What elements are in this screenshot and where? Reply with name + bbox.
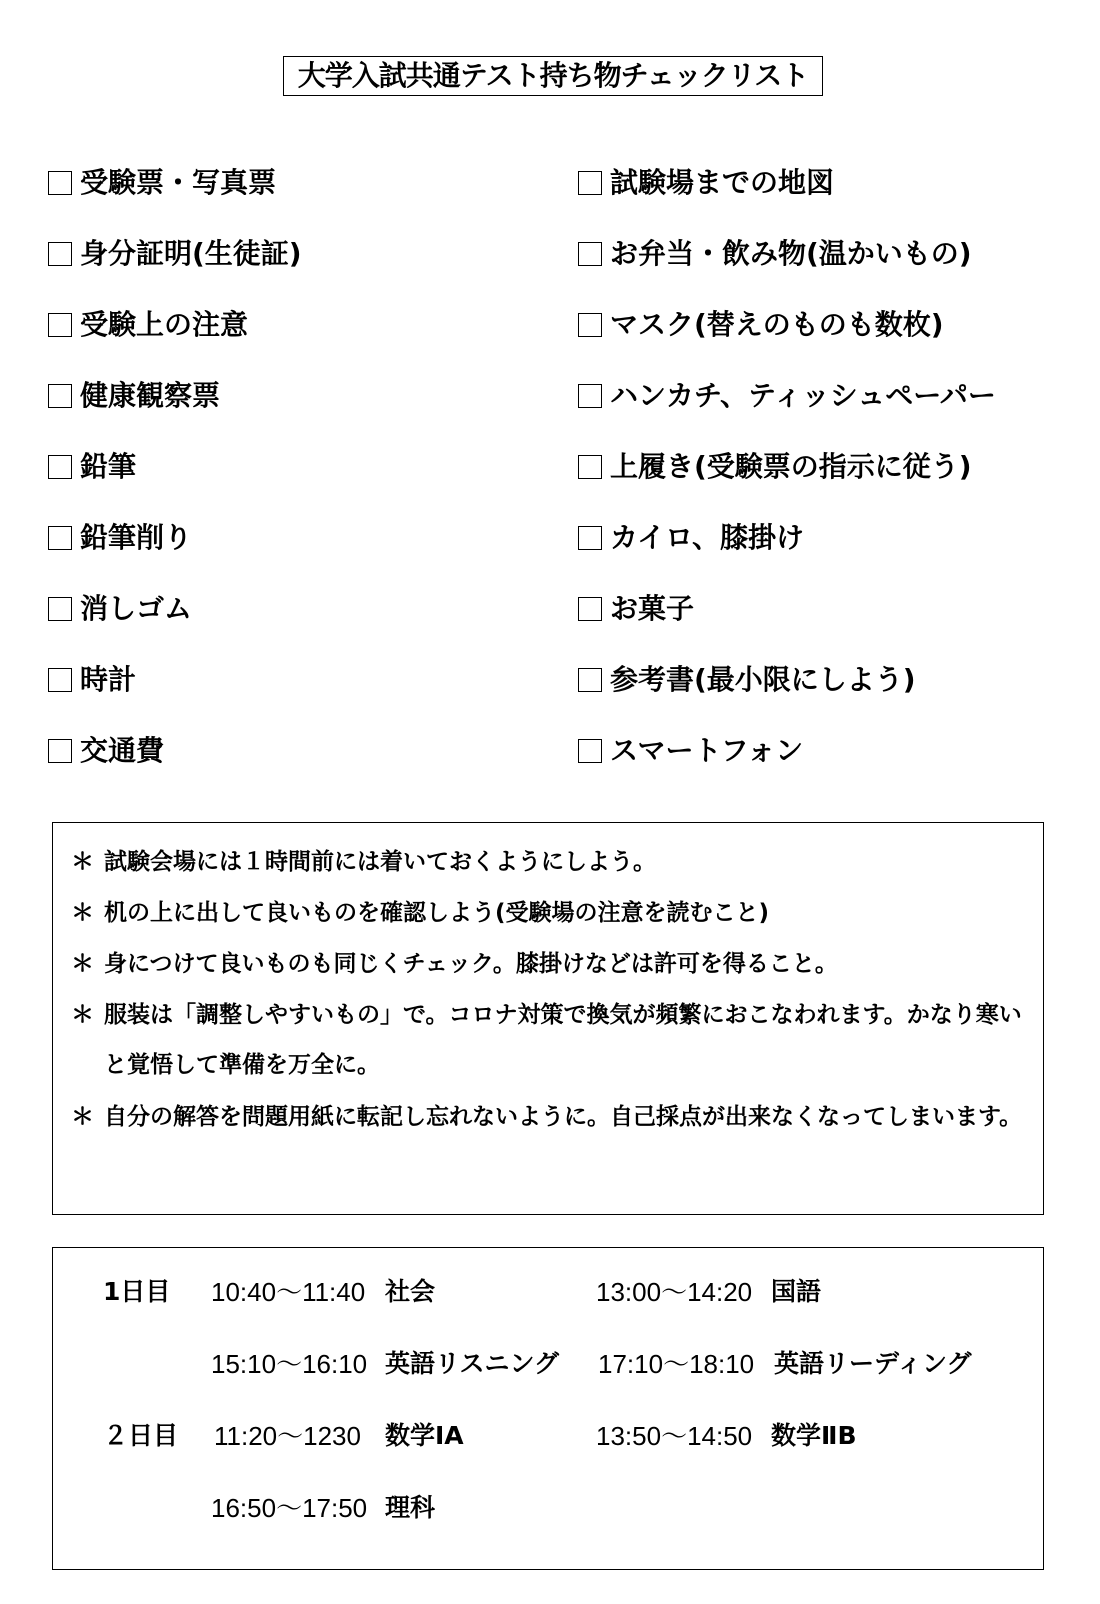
checkbox[interactable] [578, 739, 602, 763]
checklist-item[interactable] [48, 234, 302, 274]
checklist-item[interactable] [48, 305, 248, 345]
checklist-item-label: 消しゴム [80, 592, 193, 625]
checklist-item[interactable] [48, 447, 136, 487]
schedule-subject: 数学ⅡB [771, 1421, 857, 1450]
notes-box [52, 822, 1044, 1215]
checklist-item-label: 上履き(受験票の指示に従う) [610, 450, 972, 483]
asterisk-icon: ＊ [71, 900, 94, 926]
schedule-time: 15:10～16:10 [211, 1349, 368, 1379]
checkbox[interactable] [48, 171, 72, 195]
schedule-subject: 社会 [385, 1277, 436, 1306]
checkbox[interactable] [578, 242, 602, 266]
checklist-item[interactable] [578, 305, 944, 345]
checkbox[interactable] [578, 668, 602, 692]
checklist-item-label: スマートフォン [610, 734, 804, 767]
checklist-item-label: お弁当・飲み物(温かいもの) [610, 237, 972, 270]
checklist-item-label: 試験場までの地図 [610, 166, 835, 199]
checklist-item[interactable] [48, 660, 136, 700]
schedule-subject: 英語リスニング [385, 1349, 560, 1378]
checkbox[interactable] [578, 526, 602, 550]
asterisk-icon: ＊ [71, 849, 94, 875]
checklist-item[interactable] [48, 731, 164, 771]
note-text: 試験会場には１時間前には着いておくようにしよう。 [104, 849, 656, 875]
checklist-item-label: 受験票・写真票 [80, 166, 277, 199]
checklist-item[interactable] [48, 589, 192, 629]
checklist-item-label: 鉛筆削り [80, 521, 193, 554]
schedule-time: 16:50～17:50 [211, 1493, 368, 1523]
checklist-item[interactable] [578, 660, 916, 700]
schedule-day-label: 1日目 [103, 1277, 171, 1306]
checklist-item[interactable] [578, 376, 996, 416]
checklist-item[interactable] [48, 376, 220, 416]
page-title: 大学入試共通テスト持ち物チェックリスト [283, 56, 823, 96]
note-item [71, 990, 1031, 1090]
schedule-subject: 国語 [771, 1277, 822, 1306]
asterisk-icon: ＊ [71, 951, 94, 977]
note-text: 自分の解答を問題用紙に転記し忘れないように。自己採点が出来なくなってしまいます。 [104, 1104, 1023, 1130]
checklist-item-label: 健康観察票 [80, 379, 221, 412]
note-item [71, 1092, 1031, 1142]
checkbox[interactable] [48, 455, 72, 479]
schedule-subject: 数学ⅠA [385, 1421, 464, 1450]
schedule-time: 13:00～14:20 [596, 1277, 753, 1307]
checklist-item-label: マスク(替えのものも数枚) [610, 308, 944, 341]
checklist-item[interactable] [578, 589, 694, 629]
checkbox[interactable] [48, 668, 72, 692]
checkbox[interactable] [48, 384, 72, 408]
note-text: 身につけて良いものも同じくチェック。膝掛けなどは許可を得ること。 [104, 951, 838, 977]
checklist-item-label: お菓子 [610, 592, 695, 625]
schedule-time: 13:50～14:50 [596, 1421, 753, 1451]
asterisk-icon: ＊ [71, 1104, 94, 1130]
checklist-item[interactable] [578, 518, 804, 558]
note-text: 服装は「調整しやすいもの」で。コロナ対策で換気が頻繁におこなわれます。かなり寒いと覚悟して準備を万全に。 [104, 1002, 1022, 1078]
asterisk-icon: ＊ [71, 1002, 94, 1028]
checkbox[interactable] [48, 242, 72, 266]
schedule-subject: 英語リーディング [774, 1349, 972, 1378]
checklist-item-label: 交通費 [80, 734, 165, 767]
checkbox[interactable] [578, 384, 602, 408]
note-text: 机の上に出して良いものを確認しよう(受験場の注意を読むこと) [104, 900, 770, 926]
checkbox[interactable] [48, 526, 72, 550]
schedule-time: 11:20～1230 [214, 1421, 361, 1451]
checkbox[interactable] [578, 171, 602, 195]
checklist-item[interactable] [578, 447, 972, 487]
schedule-time: 17:10～18:10 [598, 1349, 755, 1379]
schedule-box [52, 1247, 1044, 1570]
note-item [71, 837, 1031, 887]
schedule-time: 10:40～11:40 [211, 1277, 366, 1307]
checklist-item[interactable] [48, 163, 276, 203]
checkbox[interactable] [578, 313, 602, 337]
checkbox[interactable] [578, 597, 602, 621]
schedule-day-label: ２日目 [103, 1421, 179, 1450]
checklist-item-label: カイロ、膝掛け [610, 521, 805, 554]
checklist-item-label: ハンカチ、ティッシュペーパー [610, 379, 996, 412]
checklist-item[interactable] [578, 234, 972, 274]
checkbox[interactable] [578, 455, 602, 479]
note-item [71, 888, 1031, 938]
checklist-item-label: 鉛筆 [80, 450, 137, 483]
checklist-item[interactable] [48, 518, 192, 558]
checklist-item[interactable] [578, 163, 834, 203]
checklist-item-label: 時計 [80, 663, 137, 696]
checklist-item-label: 身分証明(生徒証) [80, 237, 302, 270]
checkbox[interactable] [48, 739, 72, 763]
checkbox[interactable] [48, 313, 72, 337]
note-item [71, 939, 1031, 989]
checklist-item-label: 受験上の注意 [80, 308, 249, 341]
checkbox[interactable] [48, 597, 72, 621]
checklist-item[interactable] [578, 731, 803, 771]
checklist-item-label: 参考書(最小限にしよう) [610, 663, 916, 696]
schedule-subject: 理科 [385, 1493, 436, 1522]
